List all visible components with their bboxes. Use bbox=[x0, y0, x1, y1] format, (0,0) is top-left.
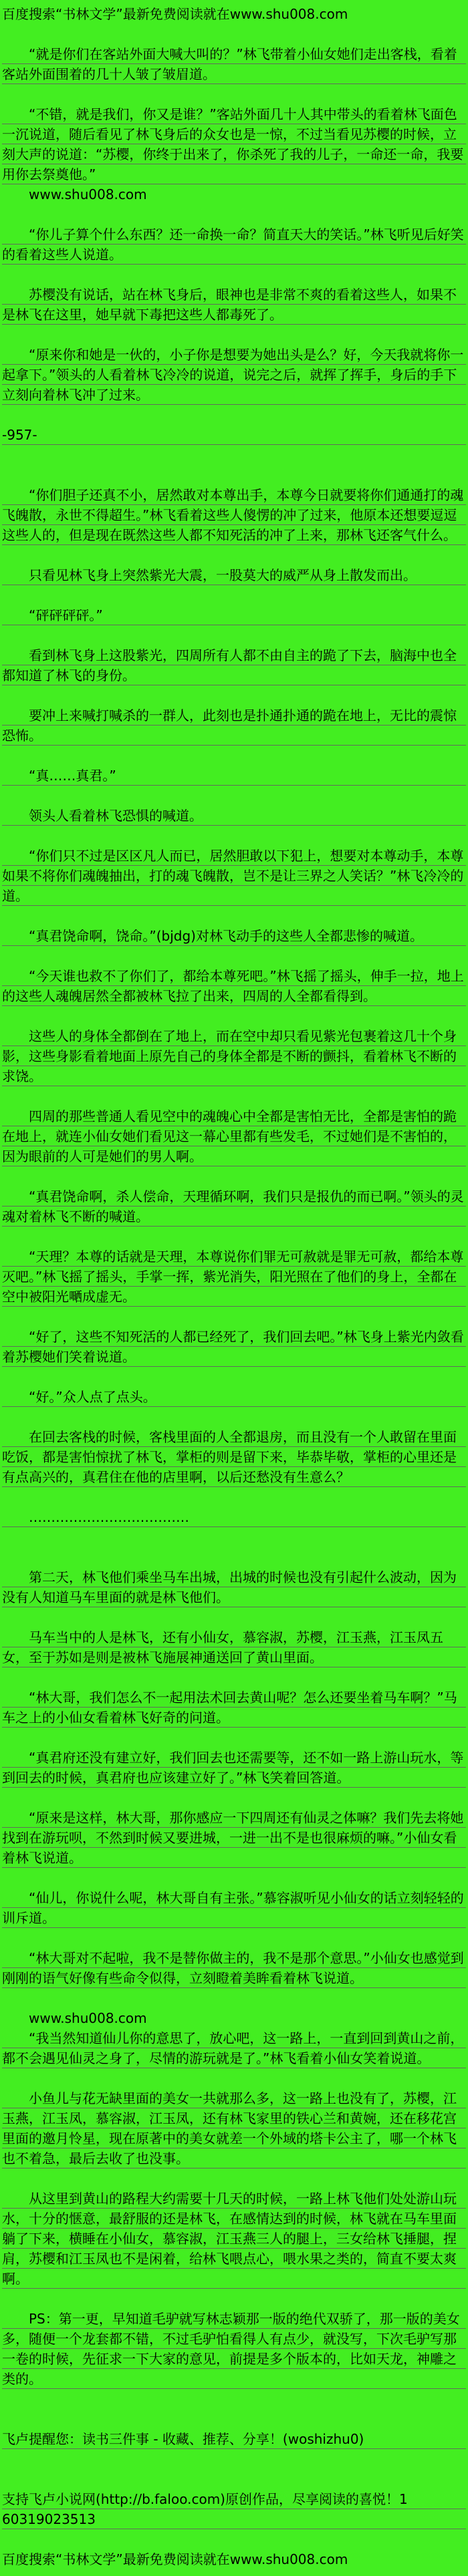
inline-ad-line: www.shu008.com bbox=[29, 2010, 147, 2026]
novel-paragraph: “砰砰砰砰。” bbox=[2, 605, 466, 625]
novel-paragraph: “不错，就是我们，你又是谁？”客站外面几十人其中带头的看着林飞面色一沉说道，随后看见了林飞身后的众女也是一惊，不过当看见苏樱的时候，立刻大声的说道：“苏樱，你终于出来了，你杀死了我的儿子，一命还一命，我要用你去祭奠他。” bbox=[2, 104, 466, 184]
novel-paragraph: “原来你和她是一伙的，小子你是想要为她出头是么？好，今天我就将你一起拿下。”领头的人看着林飞冷冷的说道，说完之后，就挥了挥手，身后的手下立刻向着林飞冲了过来。 bbox=[2, 345, 466, 405]
novel-paragraph: “我当然知道仙儿你的意思了，放心吧，这一路上，一直到回到黄山之前，都不会遇见仙灵之身了，尽情的游玩就是了。”林飞看着小仙女笑着说道。 bbox=[2, 2028, 466, 2068]
novel-paragraph: 看到林飞身上这股紫光，四周所有人都不由自主的跪了下去，脑海中也全都知道了林飞的身份。 bbox=[2, 645, 466, 685]
novel-paragraph: 从这里到黄山的路程大约需要十几天的时候，一路上林飞他们处处游山玩水，十分的惬意，最舒服的还是林飞，在感情达到的时候，林飞就在马车里面躺了下来，横睡在小仙女，慕容淑，江玉燕三人的腿上，三女给林飞捶腿，捏肩，苏樱和江玉凤也不是闲着，给林飞喂点心，喂水果之类的，简直不要太爽啊。 bbox=[2, 2189, 466, 2289]
novel-paragraph: “真君府还没有建立好，我们回去也还需要等，还不如一路上游山玩水，等到回去的时候，真君府也应该建立好了。”林飞笑着回答道。 bbox=[2, 1748, 466, 1788]
notice-line: 60319023513 bbox=[2, 2509, 466, 2529]
novel-paragraph: 第二天，林飞他们乘坐马车出城，出城的时候也没有引起什么波动，因为没有人知道马车里面的就是林飞他们。 bbox=[2, 1567, 466, 1607]
footer-ad-line: 百度搜索“书林文学”最新免费阅读就在www.shu008.com bbox=[2, 2551, 348, 2567]
novel-paragraph: “仙儿，你说什么呢，林大哥自有主张。”慕容淑听见小仙女的话立刻轻轻的训斥道。 bbox=[2, 1888, 466, 1928]
novel-paragraph: “今天谁也救不了你们了，都给本尊死吧。”林飞摇了摇头，伸手一拉，地上的这些人魂魄居然全都被林飞拉了出来，四周的人全都看得到。 bbox=[2, 966, 466, 1006]
novel-paragraph: 四周的那些普通人看见空中的魂魄心中全都是害怕无比，全都是害怕的跪在地上，就连小仙女她们看见这一幕心里都有些发毛，不过她们是不害怕的，因为眼前的人可是她们的男人啊。 bbox=[2, 1106, 466, 1166]
novel-paragraph: 在回去客栈的时候，客栈里面的人全都退房，而且没有一个人敢留在里面吃饭，都是害怕惊扰了林飞，掌柜的则是留下来，毕恭毕敬，掌柜的心里还是有点高兴的，真君住在他的店里啊，以后还愁没有生意么？ bbox=[2, 1427, 466, 1487]
novel-text bbox=[2, 44, 466, 2529]
novel-paragraph: ……………………………… bbox=[2, 1507, 466, 1527]
novel-paragraph: “好了，这些不知死活的人都已经死了，我们回去吧。”林飞身上紫光内敛看着苏樱她们笑着说道。 bbox=[2, 1327, 466, 1367]
novel-paragraph: “就是你们在客站外面大喊大叫的？”林飞带着小仙女她们走出客栈，看着客站外面围着的几十人皱了皱眉道。 bbox=[2, 44, 466, 84]
novel-paragraph: “原来是这样，林大哥，那你感应一下四周还有仙灵之体嘛？我们先去将她找到在游玩呗，不然到时候又要进城，一进一出不是也很麻烦的嘛。”小仙女看着林飞说道。 bbox=[2, 1808, 466, 1868]
novel-paragraph: “你儿子算个什么东西？还一命换一命？简直天大的笑话。”林飞听见后好笑的看着这些人说道。 bbox=[2, 224, 466, 265]
novel-paragraph: “你们胆子还真不小，居然敢对本尊出手，本尊今日就要将你们通通打的魂飞魄散，永世不得超生。”林飞看着这些人傻愣的冲了过来，他原本还想要逗逗这些人的，但是现在既然这些人都不知死活的冲了上来，那林飞还客气什么。 bbox=[2, 485, 466, 545]
novel-paragraph: 只看见林飞身上突然紫光大震，一股莫大的威严从身上散发而出。 bbox=[2, 565, 466, 585]
novel-paragraph: “真……真君。” bbox=[2, 766, 466, 786]
novel-paragraph: 小鱼儿与花无缺里面的美女一共就那么多，这一路上也没有了，苏樱，江玉燕，江玉凤，慕容淑，江玉凤，还有林飞家里的铁心兰和黄婉，还在移花宫里面的邀月怜星，现在原著中的美女就差一个外域的塔卡公主了，哪一个林飞也不着急，最后去收了也没事。 bbox=[2, 2088, 466, 2168]
novel-paragraph: “天理？本尊的话就是天理，本尊说你们罪无可赦就是罪无可赦，都给本尊灭吧。”林飞摇了摇头，手掌一挥，紫光消失，阳光照在了他们的身上，全都在空中被阳光嗮成虚无。 bbox=[2, 1247, 466, 1307]
novel-paragraph: 要冲上来喊打喊杀的一群人，此刻也是扑通扑通的跪在地上，无比的震惊恐怖。 bbox=[2, 705, 466, 746]
novel-paragraph: PS：第一更，早知道毛驴就写林志颖那一版的绝代双骄了，那一版的美女多，随便一个龙套都不错，不过毛驴怕看得人有点少，就没写，下次毛驴写那一卷的时候，先征求一下大家的意见，前提是多个版本的，比如天龙，神雕之类的。 bbox=[2, 2309, 466, 2389]
notice-line: 飞卢提醒您：读书三件事 - 收藏、推荐、分享！(woshizhu0) bbox=[2, 2429, 466, 2449]
novel-paragraph: “好。”众人点了点头。 bbox=[2, 1387, 466, 1407]
novel-paragraph: “林大哥对不起啦，我不是替你做主的，我不是那个意思。”小仙女也感觉到刚刚的语气好像有些命令似得，立刻瞪着美眸看着林飞说道。 bbox=[2, 1948, 466, 1988]
notice-line: 支持飞卢小说网(http://b.faloo.com)原创作品，尽享阅读的喜悦！1 bbox=[2, 2489, 466, 2509]
header-ad-line: 百度搜索“书林文学”最新免费阅读就在www.shu008.com bbox=[2, 6, 348, 22]
novel-paragraph: 这些人的身体全都倒在了地上，而在空中却只看见紫光包裹着这几十个身影，这些身影看着地面上原先自己的身体全都是不断的颤抖，看着林飞不断的求饶。 bbox=[2, 1026, 466, 1086]
novel-paragraph: “你们只不过是区区凡人而已，居然胆敢以下犯上，想要对本尊动手，本尊如果不将你们魂魄抽出，打的魂飞魄散，岂不是让三界之人笑话？”林飞冷冷的道。 bbox=[2, 846, 466, 906]
novel-paragraph: “林大哥，我们怎么不一起用法术回去黄山呢？怎么还要坐着马车啊？”马车之上的小仙女看着林飞好奇的问道。 bbox=[2, 1687, 466, 1728]
inline-ad-line: www.shu008.com bbox=[29, 186, 147, 202]
novel-paragraph: 领头人看着林飞恐惧的喊道。 bbox=[2, 806, 466, 826]
novel-paragraph: “真君饶命啊，饶命。”(bjdg)对林飞动手的这些人全都悲惨的喊道。 bbox=[2, 926, 466, 946]
novel-paragraph: 苏樱没有说话，站在林飞身后，眼神也是非常不爽的看着这些人，如果不是林飞在这里，她早就下毒把这些人都毒死了。 bbox=[2, 285, 466, 325]
novel-paragraph: “真君饶命啊，杀人偿命，天理循环啊，我们只是报仇的而已啊。”领头的灵魂对着林飞不断的喊道。 bbox=[2, 1186, 466, 1227]
page-number-marker: -957- bbox=[2, 425, 466, 445]
novel-paragraph: 马车当中的人是林飞，还有小仙女，慕容淑，苏樱，江玉燕，江玉凤五女，至于苏如是则是被林飞施展神通送回了黄山里面。 bbox=[2, 1627, 466, 1667]
